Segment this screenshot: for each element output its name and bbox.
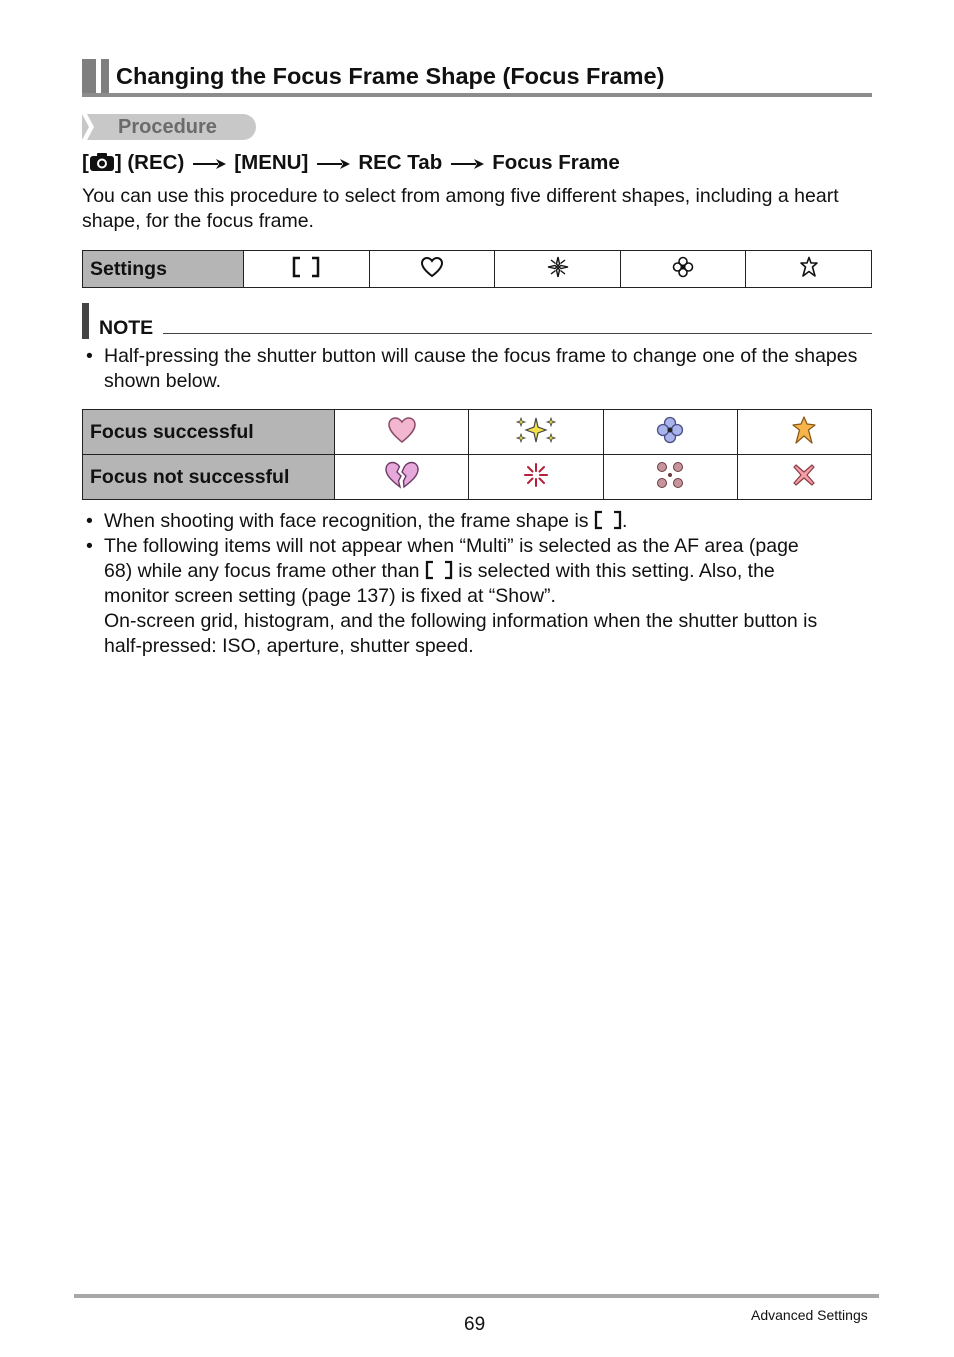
star-figure-outline-icon <box>798 256 820 278</box>
bullet-face-recognition: • When shooting with face recognition, the frame shape is . <box>86 510 628 532</box>
camera-icon <box>89 152 115 172</box>
section-underline <box>82 93 872 97</box>
note-divider <box>163 333 872 334</box>
pink-heart-icon <box>387 416 417 444</box>
path-rec: ] (REC) <box>114 151 185 174</box>
pink-x-icon <box>792 463 816 487</box>
footer-rule <box>74 1294 879 1298</box>
blue-flower-icon <box>656 416 684 444</box>
procedure-badge <box>82 114 256 140</box>
flower-outline-icon <box>672 256 694 278</box>
path-menu: [MENU] <box>234 151 309 174</box>
bracket-frame-icon <box>425 560 453 580</box>
path-open-bracket: [ <box>82 151 89 174</box>
note-bar <box>82 303 89 339</box>
orange-figure-icon <box>791 415 817 445</box>
arrow-right-icon <box>316 158 350 170</box>
procedure-label: Procedure <box>118 116 217 138</box>
sparkle-outline-icon <box>547 256 569 278</box>
yellow-sparkle-icon <box>516 415 556 445</box>
arrow-right-icon <box>450 158 484 170</box>
section-title: Changing the Focus Frame Shape (Focus Frame) <box>116 63 665 89</box>
menu-path <box>82 149 620 177</box>
broken-heart-icon <box>384 460 420 490</box>
scattered-flower-icon <box>655 460 685 490</box>
heart-outline-icon <box>420 256 444 278</box>
focus-successful-label: Focus successful <box>83 410 335 455</box>
section-header-bars <box>82 59 112 97</box>
focus-result-table <box>82 409 872 500</box>
arrow-right-icon <box>192 158 226 170</box>
bullet-multi-af: • The following items will not appear when “Multi” is selected as the AF area (page 68) while any focus frame other than is selected with this setting. Also, the monitor screen setting (page 137) is fixed at “Show”. On-screen grid, histogram, and the following information when the shutter button is half-pressed: ISO, aperture, shutter speed. <box>86 535 818 657</box>
focus-not-successful-label: Focus not successful <box>83 455 335 500</box>
note-label: NOTE <box>99 317 154 339</box>
bracket-frame-icon <box>292 256 320 278</box>
settings-label: Settings <box>83 251 244 288</box>
settings-table <box>82 250 872 288</box>
bracket-frame-icon <box>594 510 622 530</box>
note-bullet-1: • Half-pressing the shutter button will cause the focus frame to change one of the shapes shown below. <box>86 345 858 392</box>
table-row <box>83 455 872 500</box>
page-number: 69 <box>464 1314 486 1335</box>
red-sparkle-icon <box>523 462 549 488</box>
table-row <box>83 410 872 455</box>
intro-paragraph: You can use this procedure to select from among five different shapes, including a heart shape, for the focus frame. <box>82 185 839 232</box>
footer-section-name: Advanced Settings <box>751 1307 868 1323</box>
chevron-right-icon <box>82 114 96 140</box>
path-focus-frame: Focus Frame <box>492 151 620 174</box>
path-rec-tab: REC Tab <box>358 151 443 174</box>
